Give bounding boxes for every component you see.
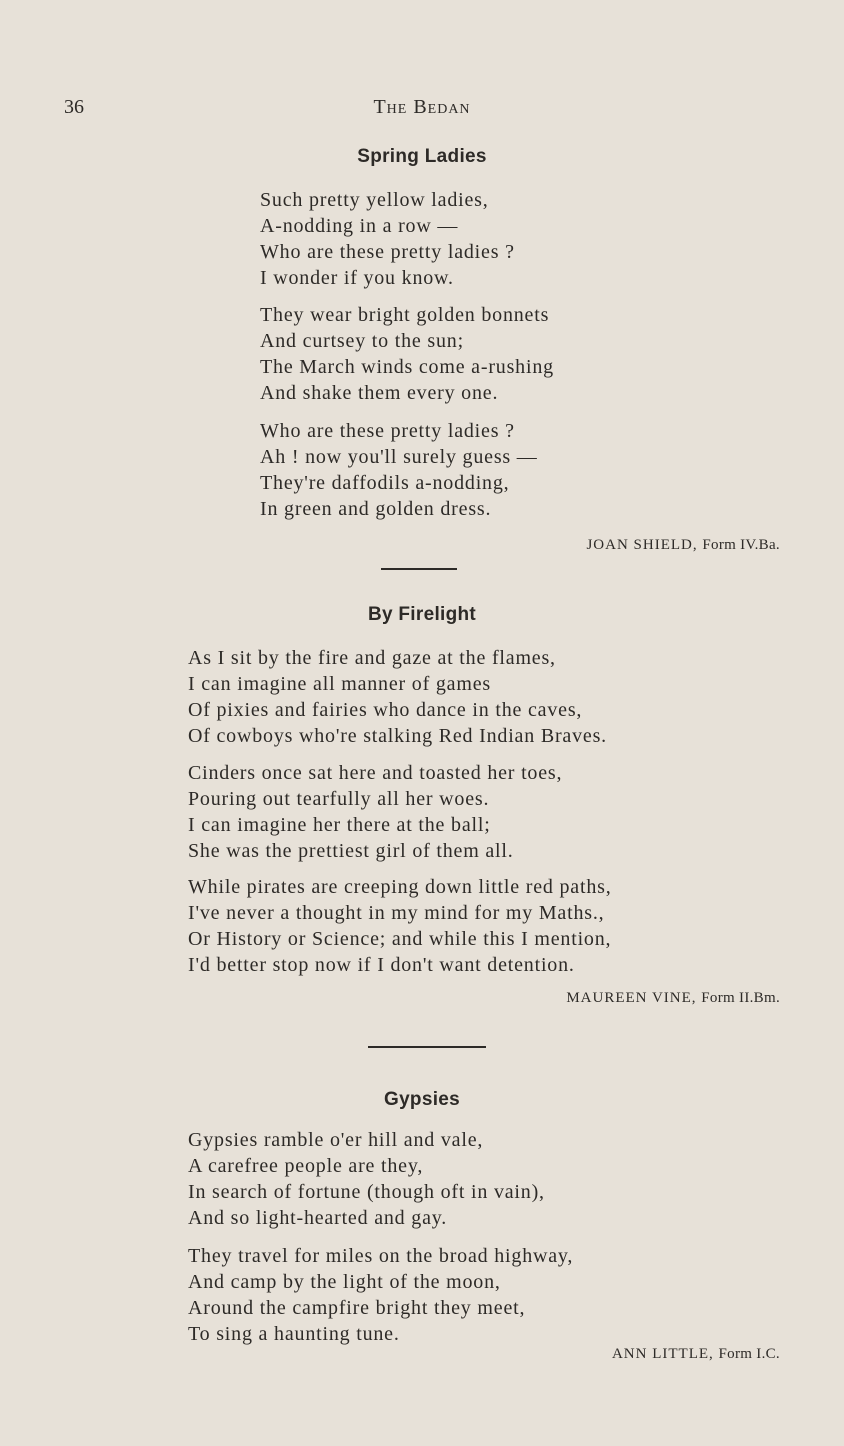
author-form: Form II.Bm. <box>701 990 780 1006</box>
author-name: ANN LITTLE, <box>611 1346 714 1362</box>
poem-title-spring-ladies: Spring Ladies <box>357 146 487 167</box>
poem-line: And so light-hearted and gay. <box>188 1207 448 1229</box>
stanza <box>260 418 538 522</box>
attribution <box>566 990 780 1007</box>
poem-line: I can imagine her there at the ball; <box>188 814 491 836</box>
poem-line: Around the campfire bright they meet, <box>188 1297 526 1319</box>
stanza <box>188 645 607 749</box>
author-form: Form I.C. <box>718 1346 780 1362</box>
stanza <box>188 1243 573 1347</box>
stanza <box>260 187 515 291</box>
poem-title-gypsies: Gypsies <box>383 1089 461 1110</box>
attribution <box>612 1346 780 1363</box>
poem-line: As I sit by the fire and gaze at the flames, <box>188 647 556 669</box>
poem-line: Cinders once sat here and toasted her toes, <box>188 762 563 784</box>
running-title: The Bedan <box>373 96 471 118</box>
poem-line: And camp by the light of the moon, <box>188 1271 501 1293</box>
poem-line: Such pretty yellow ladies, <box>260 189 489 211</box>
author-name: JOAN SHIELD, <box>586 537 698 553</box>
poem-line: Who are these pretty ladies ? <box>260 420 515 442</box>
poem-line: A-nodding in a row — <box>260 215 459 237</box>
poem-line: And curtsey to the sun; <box>260 330 464 352</box>
poem-line: I've never a thought in my mind for my Maths., <box>188 902 605 924</box>
poem-line: They travel for miles on the broad highway, <box>188 1245 574 1267</box>
poem-line: Or History or Science; and while this I mention, <box>188 928 612 950</box>
poem-line: Ah ! now you'll surely guess — <box>260 446 538 468</box>
stanza <box>188 874 612 978</box>
poem-line: And shake them every one. <box>260 382 499 404</box>
poem-line: The March winds come a-rushing <box>260 356 554 378</box>
poem-line: They're daffodils a-nodding, <box>260 472 510 494</box>
stanza <box>260 302 554 406</box>
poem-line: I'd better stop now if I don't want detention. <box>188 954 575 976</box>
poem-line: While pirates are creeping down little red paths, <box>188 876 612 898</box>
poem-line: I wonder if you know. <box>260 267 454 289</box>
poem-line: Gypsies ramble o'er hill and vale, <box>188 1129 484 1151</box>
poem-line: She was the prettiest girl of them all. <box>188 840 514 862</box>
poem-line: In search of fortune (though oft in vain), <box>188 1181 545 1203</box>
poem-line: To sing a haunting tune. <box>188 1323 400 1345</box>
poem-line: Of pixies and fairies who dance in the caves, <box>188 699 583 721</box>
stanza <box>188 1127 545 1231</box>
poem-line: Pouring out tearfully all her woes. <box>188 788 490 810</box>
poem-line: I can imagine all manner of games <box>188 673 491 695</box>
attribution <box>586 537 780 554</box>
poem-line: Of cowboys who're stalking Red Indian Braves. <box>188 725 607 747</box>
poem-line: In green and golden dress. <box>260 498 492 520</box>
divider <box>368 1046 486 1048</box>
poem-line: They wear bright golden bonnets <box>260 304 550 326</box>
author-form: Form IV.Ba. <box>702 537 780 553</box>
page-number: 36 <box>64 96 84 118</box>
poem-line: A carefree people are they, <box>188 1155 424 1177</box>
poem-line: Who are these pretty ladies ? <box>260 241 515 263</box>
poem-title-by-firelight: By Firelight <box>367 604 477 625</box>
divider <box>381 568 457 570</box>
author-name: MAUREEN VINE, <box>566 990 697 1006</box>
stanza <box>188 760 562 864</box>
